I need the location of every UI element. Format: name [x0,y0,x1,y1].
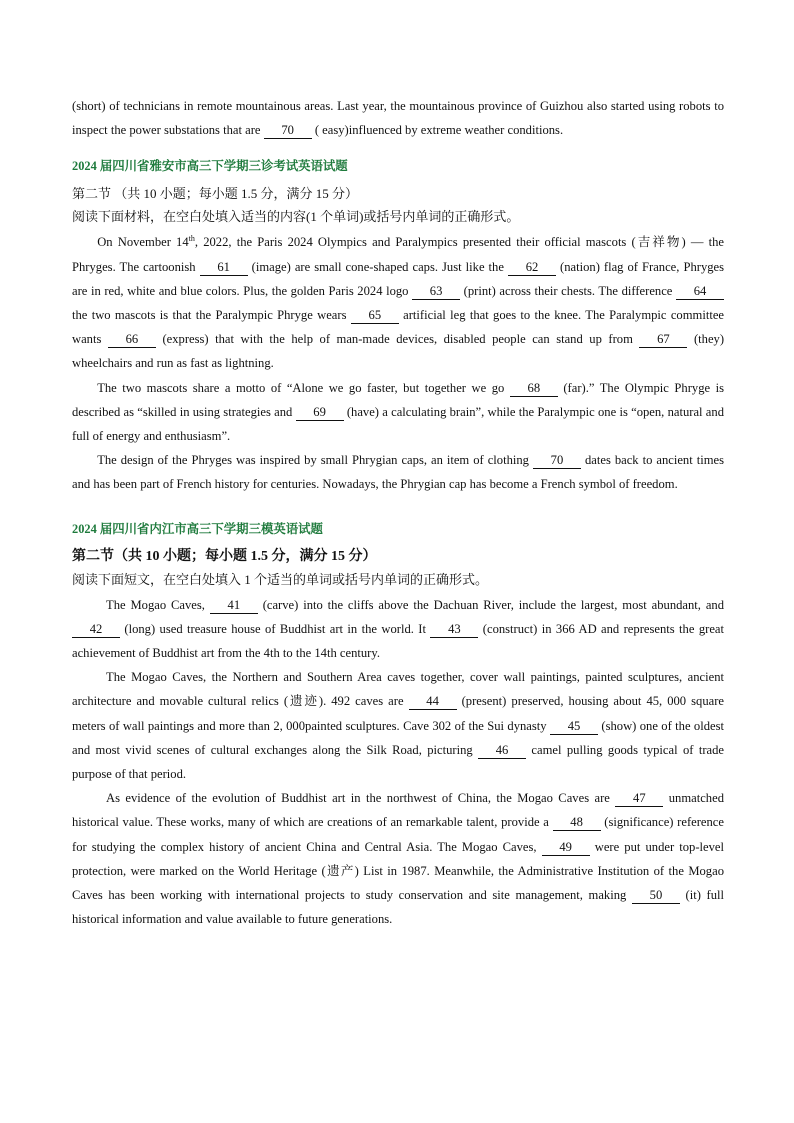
blank-42: 42 [72,622,120,638]
blank-45: 45 [550,719,598,735]
blank-62: 62 [508,260,556,276]
text: (they) wheelchairs and run as fast as lightning. [72,332,725,371]
text: (long) used treasure house of Buddhist art in the world. It [124,621,426,636]
blank-49: 49 [542,840,590,856]
passage-paragraph [72,230,724,375]
intro-paragraph [72,94,724,142]
text: (present) preserved, housing about 45, 000 square meters of wall paintings and more than 2, 000painted sculptures. Cave 302 of the Sui dynasty [72,694,724,733]
blank-46: 46 [478,743,526,759]
passage-paragraph [72,593,724,666]
blank-70: 70 [264,123,312,139]
intro-text: (short) of technicians in remote mountainous areas. Last year, the mountainous province of Guizhou also started using robots to inspect the power substations that are [72,99,724,138]
text: (have) a calculating brain”, while the Paralympic one is “open, natural and full of energy and enthusiasm”. [72,404,724,444]
document-page [72,94,724,931]
blank-47: 47 [615,791,663,807]
blank-63: 63 [412,284,460,300]
text: artificial leg that goes to the knee. The Paralympic committee wants [72,308,724,347]
blank-50: 50 [632,888,680,904]
blank-43: 43 [430,622,478,638]
source-title-yaan: 2024 届四川省雅安市高三下学期三诊考试英语试题 [72,159,348,174]
text: (carve) into the cliffs above the Dachuan River, include the largest, most abundant, and [262,597,724,612]
passage-paragraph [72,376,724,449]
blank-48: 48 [553,815,601,831]
source-title-neijiang: 2024 届四川省内江市高三下学期三模英语试题 [72,521,323,536]
blank-65: 65 [351,308,399,324]
passage-paragraph [72,665,724,786]
section-heading: 第二节（共 10 小题；每小题 1.5 分，满分 15 分） [72,548,377,564]
blank-68: 68 [510,381,558,397]
passage-paragraph [72,448,724,496]
text: The two mascots share a motto of “Alone we go faster, but together we go [97,380,505,395]
blank-69: 69 [296,405,344,421]
section-heading: 第二节 （共 10 小题；每小题 1.5 分，满分 15 分） [72,186,359,202]
text: On November 14 [97,235,189,250]
text: (nation) flag of France, Phryges are in red, white and blue colors. Plus, the golden Paris 2024 logo [72,259,725,298]
text: As evidence of the evolution of Buddhist art in the northwest of China, the Mogao Caves are [106,791,610,806]
blank-70: 70 [533,453,581,469]
text: The Mogao Caves, [106,597,205,612]
blank-64: 64 [676,284,724,300]
text: unmatched historical value. These works, many of which are creations of an remarkable talent, provide a [72,791,724,830]
intro-text-end: ( easy)influenced by extreme weather conditions. [314,123,564,138]
text: (significance) reference for studying the complex history of ancient China and Central Asia. The Mogao Caves, [72,815,724,854]
blank-67: 67 [639,332,687,348]
section-instruction: 阅读下面材料，在空白处填入适当的内容(1 个单词)或括号内单词的正确形式。 [72,209,520,225]
text: dates back to ancient times and has been part of French history for centuries. Nowadays, the Phrygian cap has become a French symbol of freedom. [72,453,724,492]
text: (it) full historical information and value available to future generations. [72,888,725,927]
text: The Mogao Caves, the Northern and Southern Area caves together, cover wall paintings, painted sculptures, ancient architecture and movable cultural relics (遗迹). 492 caves are [72,670,724,709]
text: (express) that with the help of man-made devices, disabled people can stand up from [162,332,633,347]
blank-41: 41 [210,598,258,614]
text: (show) one of the oldest and most vivid scenes of cultural exchanges along the Silk Road, picturing [72,718,725,757]
blank-44: 44 [409,694,457,710]
text: (image) are small cone-shaped caps. Just like the [251,259,504,274]
text: the two mascots is that the Paralympic Phryge wears [72,308,347,323]
text: The design of the Phryges was inspired by small Phrygian caps, an item of clothing [97,453,529,468]
blank-66: 66 [108,332,156,348]
text: were put under top-level protection, were marked on the World Heritage (遗产) List in 1987. Meanwhile, the Administrative Institution of the Mogao Caves has been working with international projects to study conservation and site management, making [72,839,724,903]
text: , 2022, the Paris 2024 Olympics and Paralympics presented their official mascots (吉祥物) — the Phryges. The cartoonish [72,235,725,274]
section-instruction: 阅读下面短文，在空白处填入 1 个适当的单词或括号内单词的正确形式。 [72,571,489,587]
blank-61: 61 [200,260,248,276]
text: (construct) in 366 AD and represents the great achievement of Buddhist art from the 4th to the 14th century. [72,621,724,661]
text: camel pulling goods typical of trade purpose of that period. [72,742,724,782]
passage-paragraph [72,786,724,931]
text: (far).” The Olympic Phryge is described as “skilled in using strategies and [72,380,724,419]
superscript: th [188,234,195,244]
text: (print) across their chests. The difference [463,283,673,298]
